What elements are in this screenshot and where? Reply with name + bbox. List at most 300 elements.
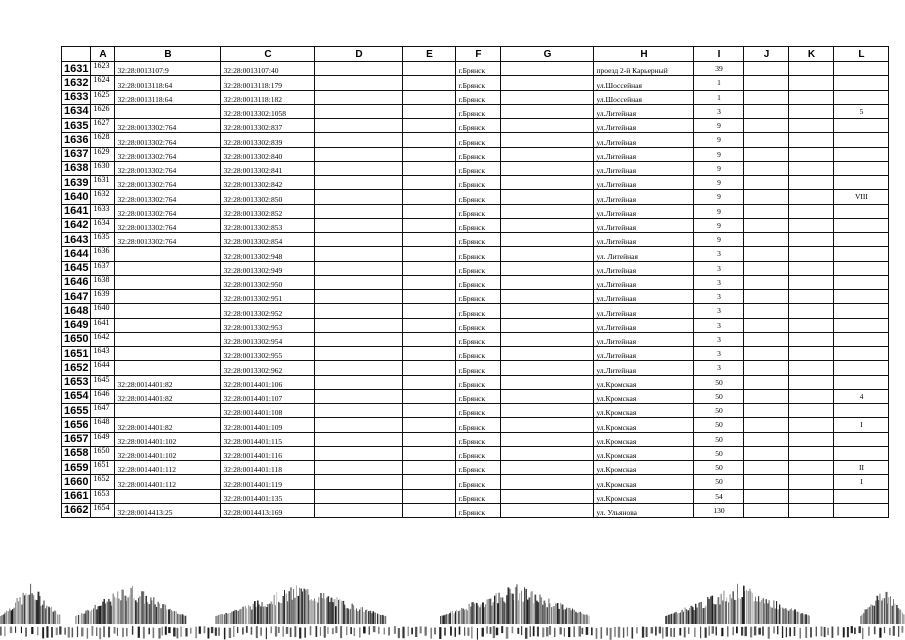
row-number[interactable]: 1633 [62,90,91,104]
cell-e[interactable] [403,247,456,261]
cell-d[interactable] [315,332,403,346]
cell-j[interactable] [744,332,789,346]
cell-a[interactable]: 1644 [91,361,115,375]
row-number[interactable]: 1642 [62,218,91,232]
cell-l[interactable] [834,76,889,90]
row-number[interactable]: 1647 [62,290,91,304]
cell-g[interactable] [501,475,594,489]
cell-f[interactable]: г.Брянск [456,218,501,232]
row-number[interactable]: 1657 [62,432,91,446]
cell-a[interactable]: 1646 [91,389,115,403]
cell-l[interactable] [834,275,889,289]
cell-h[interactable]: ул.Кромская [594,375,694,389]
cell-e[interactable] [403,133,456,147]
cell-f[interactable]: г.Брянск [456,62,501,76]
cell-i[interactable]: 9 [694,119,744,133]
cell-l[interactable] [834,133,889,147]
cell-b[interactable]: 32:28:0013302:764 [115,147,221,161]
cell-a[interactable]: 1637 [91,261,115,275]
cell-f[interactable]: г.Брянск [456,76,501,90]
cell-f[interactable]: г.Брянск [456,304,501,318]
cell-g[interactable] [501,204,594,218]
row-number[interactable]: 1645 [62,261,91,275]
cell-h[interactable]: ул.Кромская [594,418,694,432]
cell-k[interactable] [789,161,834,175]
cell-l[interactable] [834,503,889,517]
cell-a[interactable]: 1625 [91,90,115,104]
cell-h[interactable]: ул.Кромская [594,404,694,418]
cell-b[interactable]: 32:28:0014401:82 [115,389,221,403]
row-number[interactable]: 1640 [62,190,91,204]
cell-i[interactable]: 3 [694,247,744,261]
cell-d[interactable] [315,62,403,76]
cell-h[interactable]: ул.Литейная [594,190,694,204]
cell-g[interactable] [501,461,594,475]
row-number[interactable]: 1655 [62,404,91,418]
cell-g[interactable] [501,133,594,147]
row-number[interactable]: 1636 [62,133,91,147]
cell-j[interactable] [744,104,789,118]
column-header-e[interactable]: E [403,47,456,62]
cell-j[interactable] [744,161,789,175]
cell-j[interactable] [744,404,789,418]
column-header-l[interactable]: L [834,47,889,62]
row-number[interactable]: 1661 [62,489,91,503]
cell-d[interactable] [315,204,403,218]
row-number[interactable]: 1644 [62,247,91,261]
cell-e[interactable] [403,361,456,375]
cell-e[interactable] [403,489,456,503]
cell-c[interactable]: 32:28:0013302:962 [221,361,315,375]
cell-k[interactable] [789,432,834,446]
cell-f[interactable]: г.Брянск [456,404,501,418]
row-number[interactable]: 1643 [62,233,91,247]
cell-e[interactable] [403,104,456,118]
cell-e[interactable] [403,90,456,104]
row-number[interactable]: 1659 [62,461,91,475]
cell-g[interactable] [501,247,594,261]
cell-a[interactable]: 1630 [91,161,115,175]
cell-f[interactable]: г.Брянск [456,318,501,332]
cell-k[interactable] [789,62,834,76]
cell-l[interactable]: 5 [834,104,889,118]
cell-e[interactable] [403,147,456,161]
row-number[interactable]: 1658 [62,446,91,460]
cell-h[interactable]: ул.Кромская [594,475,694,489]
cell-j[interactable] [744,418,789,432]
cell-l[interactable] [834,90,889,104]
cell-c[interactable]: 32:28:0014401:107 [221,389,315,403]
cell-f[interactable]: г.Брянск [456,432,501,446]
cell-a[interactable]: 1632 [91,190,115,204]
cell-k[interactable] [789,318,834,332]
select-all-corner[interactable] [62,47,91,62]
cell-f[interactable]: г.Брянск [456,347,501,361]
cell-d[interactable] [315,389,403,403]
cell-k[interactable] [789,104,834,118]
cell-c[interactable]: 32:28:0014401:115 [221,432,315,446]
cell-i[interactable]: 3 [694,347,744,361]
column-header-i[interactable]: I [694,47,744,62]
column-header-d[interactable]: D [315,47,403,62]
cell-a[interactable]: 1627 [91,119,115,133]
cell-i[interactable]: 3 [694,261,744,275]
cell-i[interactable]: 130 [694,503,744,517]
cell-a[interactable]: 1642 [91,332,115,346]
cell-k[interactable] [789,90,834,104]
cell-i[interactable]: 54 [694,489,744,503]
cell-c[interactable]: 32:28:0014413:169 [221,503,315,517]
cell-c[interactable]: 32:28:0014401:109 [221,418,315,432]
cell-k[interactable] [789,361,834,375]
row-number[interactable]: 1632 [62,76,91,90]
cell-a[interactable]: 1631 [91,176,115,190]
cell-i[interactable]: 3 [694,275,744,289]
cell-k[interactable] [789,290,834,304]
cell-e[interactable] [403,375,456,389]
cell-k[interactable] [789,261,834,275]
cell-i[interactable]: 9 [694,204,744,218]
cell-b[interactable]: 32:28:0013302:764 [115,218,221,232]
cell-i[interactable]: 3 [694,290,744,304]
cell-b[interactable]: 32:28:0014401:112 [115,461,221,475]
cell-l[interactable] [834,218,889,232]
cell-e[interactable] [403,432,456,446]
cell-c[interactable]: 32:28:0013302:850 [221,190,315,204]
cell-h[interactable]: ул.Кромская [594,446,694,460]
cell-f[interactable]: г.Брянск [456,176,501,190]
cell-i[interactable]: 50 [694,418,744,432]
cell-d[interactable] [315,133,403,147]
row-number[interactable]: 1652 [62,361,91,375]
cell-g[interactable] [501,233,594,247]
cell-h[interactable]: ул.Литейная [594,290,694,304]
cell-c[interactable]: 32:28:0013302:954 [221,332,315,346]
cell-c[interactable]: 32:28:0014401:106 [221,375,315,389]
cell-j[interactable] [744,233,789,247]
cell-d[interactable] [315,176,403,190]
cell-h[interactable]: ул.Литейная [594,218,694,232]
cell-a[interactable]: 1635 [91,233,115,247]
cell-g[interactable] [501,332,594,346]
cell-l[interactable] [834,304,889,318]
cell-b[interactable] [115,318,221,332]
cell-b[interactable]: 32:28:0013302:764 [115,176,221,190]
cell-e[interactable] [403,261,456,275]
cell-c[interactable]: 32:28:0013302:950 [221,275,315,289]
cell-b[interactable] [115,304,221,318]
cell-i[interactable]: 9 [694,161,744,175]
cell-a[interactable]: 1641 [91,318,115,332]
cell-h[interactable]: ул.Литейная [594,119,694,133]
cell-g[interactable] [501,304,594,318]
cell-i[interactable]: 9 [694,176,744,190]
cell-d[interactable] [315,76,403,90]
cell-f[interactable]: г.Брянск [456,247,501,261]
cell-l[interactable] [834,147,889,161]
cell-j[interactable] [744,90,789,104]
cell-l[interactable] [834,261,889,275]
cell-a[interactable]: 1654 [91,503,115,517]
cell-d[interactable] [315,290,403,304]
cell-a[interactable]: 1649 [91,432,115,446]
cell-j[interactable] [744,218,789,232]
cell-b[interactable]: 32:28:0014401:82 [115,418,221,432]
cell-c[interactable]: 32:28:0013107:40 [221,62,315,76]
cell-e[interactable] [403,290,456,304]
cell-e[interactable] [403,318,456,332]
cell-b[interactable] [115,361,221,375]
cell-e[interactable] [403,190,456,204]
cell-k[interactable] [789,389,834,403]
cell-a[interactable]: 1647 [91,404,115,418]
cell-c[interactable]: 32:28:0013302:953 [221,318,315,332]
cell-e[interactable] [403,304,456,318]
cell-j[interactable] [744,475,789,489]
cell-a[interactable]: 1624 [91,76,115,90]
cell-d[interactable] [315,446,403,460]
cell-e[interactable] [403,461,456,475]
cell-j[interactable] [744,76,789,90]
cell-k[interactable] [789,190,834,204]
cell-k[interactable] [789,76,834,90]
cell-d[interactable] [315,489,403,503]
cell-l[interactable] [834,404,889,418]
cell-c[interactable]: 32:28:0013302:951 [221,290,315,304]
cell-b[interactable]: 32:28:0014401:102 [115,432,221,446]
cell-f[interactable]: г.Брянск [456,375,501,389]
cell-f[interactable]: г.Брянск [456,332,501,346]
cell-h[interactable]: ул.Литейная [594,318,694,332]
cell-h[interactable]: проезд 2-й Карьерный [594,62,694,76]
cell-k[interactable] [789,347,834,361]
cell-b[interactable]: 32:28:0014401:82 [115,375,221,389]
cell-d[interactable] [315,104,403,118]
cell-c[interactable]: 32:28:0014401:108 [221,404,315,418]
cell-g[interactable] [501,119,594,133]
cell-f[interactable]: г.Брянск [456,261,501,275]
cell-g[interactable] [501,261,594,275]
row-number[interactable]: 1639 [62,176,91,190]
cell-a[interactable]: 1623 [91,62,115,76]
cell-h[interactable]: ул.Шоссейная [594,76,694,90]
cell-k[interactable] [789,133,834,147]
row-number[interactable]: 1638 [62,161,91,175]
cell-g[interactable] [501,446,594,460]
cell-h[interactable]: ул.Литейная [594,233,694,247]
cell-d[interactable] [315,503,403,517]
cell-l[interactable] [834,290,889,304]
cell-l[interactable] [834,489,889,503]
cell-i[interactable]: 3 [694,304,744,318]
cell-i[interactable]: 50 [694,446,744,460]
row-number[interactable]: 1654 [62,389,91,403]
cell-j[interactable] [744,275,789,289]
cell-h[interactable]: ул.Литейная [594,161,694,175]
cell-d[interactable] [315,432,403,446]
cell-d[interactable] [315,347,403,361]
row-number[interactable]: 1653 [62,375,91,389]
column-header-k[interactable]: K [789,47,834,62]
row-number[interactable]: 1648 [62,304,91,318]
cell-e[interactable] [403,275,456,289]
cell-l[interactable] [834,247,889,261]
cell-h[interactable]: ул.Литейная [594,133,694,147]
cell-k[interactable] [789,475,834,489]
cell-k[interactable] [789,503,834,517]
cell-f[interactable]: г.Брянск [456,147,501,161]
cell-j[interactable] [744,361,789,375]
cell-g[interactable] [501,218,594,232]
cell-h[interactable]: ул.Кромская [594,389,694,403]
cell-l[interactable]: 4 [834,389,889,403]
cell-d[interactable] [315,461,403,475]
cell-a[interactable]: 1652 [91,475,115,489]
row-number[interactable]: 1641 [62,204,91,218]
cell-i[interactable]: 9 [694,133,744,147]
cell-f[interactable]: г.Брянск [456,418,501,432]
cell-d[interactable] [315,90,403,104]
cell-e[interactable] [403,161,456,175]
cell-d[interactable] [315,361,403,375]
cell-h[interactable]: ул.Шоссейная [594,90,694,104]
cell-b[interactable] [115,261,221,275]
cell-c[interactable]: 32:28:0014401:135 [221,489,315,503]
cell-k[interactable] [789,218,834,232]
column-header-g[interactable]: G [501,47,594,62]
cell-j[interactable] [744,176,789,190]
cell-j[interactable] [744,461,789,475]
cell-d[interactable] [315,190,403,204]
cell-e[interactable] [403,62,456,76]
cell-d[interactable] [315,375,403,389]
cell-i[interactable]: 9 [694,147,744,161]
cell-a[interactable]: 1636 [91,247,115,261]
cell-d[interactable] [315,261,403,275]
cell-j[interactable] [744,489,789,503]
cell-f[interactable]: г.Брянск [456,489,501,503]
cell-j[interactable] [744,261,789,275]
cell-k[interactable] [789,275,834,289]
cell-b[interactable]: 32:28:0013302:764 [115,233,221,247]
cell-l[interactable] [834,432,889,446]
cell-i[interactable]: 50 [694,389,744,403]
cell-d[interactable] [315,404,403,418]
cell-g[interactable] [501,503,594,517]
cell-g[interactable] [501,347,594,361]
cell-c[interactable]: 32:28:0013302:852 [221,204,315,218]
cell-l[interactable]: I [834,418,889,432]
cell-j[interactable] [744,446,789,460]
cell-e[interactable] [403,119,456,133]
cell-j[interactable] [744,347,789,361]
cell-k[interactable] [789,418,834,432]
cell-g[interactable] [501,176,594,190]
cell-f[interactable]: г.Брянск [456,361,501,375]
cell-e[interactable] [403,446,456,460]
cell-j[interactable] [744,290,789,304]
cell-f[interactable]: г.Брянск [456,119,501,133]
cell-d[interactable] [315,418,403,432]
cell-i[interactable]: 50 [694,432,744,446]
cell-e[interactable] [403,176,456,190]
cell-c[interactable]: 32:28:0013302:949 [221,261,315,275]
column-header-c[interactable]: C [221,47,315,62]
cell-g[interactable] [501,432,594,446]
cell-c[interactable]: 32:28:0013302:853 [221,218,315,232]
cell-c[interactable]: 32:28:0014401:116 [221,446,315,460]
cell-f[interactable]: г.Брянск [456,90,501,104]
cell-g[interactable] [501,361,594,375]
cell-l[interactable] [834,204,889,218]
cell-b[interactable] [115,332,221,346]
cell-f[interactable]: г.Брянск [456,233,501,247]
cell-h[interactable]: ул.Литейная [594,304,694,318]
cell-g[interactable] [501,275,594,289]
cell-l[interactable] [834,233,889,247]
cell-e[interactable] [403,233,456,247]
cell-d[interactable] [315,318,403,332]
cell-i[interactable]: 50 [694,375,744,389]
cell-k[interactable] [789,233,834,247]
cell-d[interactable] [315,119,403,133]
cell-k[interactable] [789,461,834,475]
cell-l[interactable] [834,176,889,190]
cell-i[interactable]: 9 [694,233,744,247]
cell-g[interactable] [501,389,594,403]
cell-g[interactable] [501,190,594,204]
cell-c[interactable]: 32:28:0013302:837 [221,119,315,133]
row-number[interactable]: 1631 [62,62,91,76]
cell-a[interactable]: 1651 [91,461,115,475]
row-number[interactable]: 1646 [62,275,91,289]
cell-i[interactable]: 3 [694,318,744,332]
cell-b[interactable]: 32:28:0013118:64 [115,76,221,90]
cell-i[interactable]: 3 [694,361,744,375]
cell-j[interactable] [744,304,789,318]
cell-l[interactable] [834,119,889,133]
cell-i[interactable]: 3 [694,104,744,118]
cell-a[interactable]: 1653 [91,489,115,503]
cell-g[interactable] [501,90,594,104]
cell-j[interactable] [744,318,789,332]
cell-i[interactable]: 39 [694,62,744,76]
cell-k[interactable] [789,176,834,190]
cell-b[interactable] [115,404,221,418]
row-number[interactable]: 1650 [62,332,91,346]
cell-l[interactable] [834,161,889,175]
cell-h[interactable]: ул.Литейная [594,176,694,190]
cell-c[interactable]: 32:28:0013302:839 [221,133,315,147]
cell-f[interactable]: г.Брянск [456,446,501,460]
cell-h[interactable]: ул. Ульянова [594,503,694,517]
cell-l[interactable] [834,62,889,76]
cell-e[interactable] [403,503,456,517]
column-header-h[interactable]: H [594,47,694,62]
cell-c[interactable]: 32:28:0013302:842 [221,176,315,190]
cell-j[interactable] [744,432,789,446]
cell-a[interactable]: 1643 [91,347,115,361]
cell-k[interactable] [789,332,834,346]
cell-l[interactable] [834,375,889,389]
cell-k[interactable] [789,446,834,460]
cell-h[interactable]: ул. Литейная [594,247,694,261]
cell-l[interactable] [834,446,889,460]
row-number[interactable]: 1651 [62,347,91,361]
cell-h[interactable]: ул.Кромская [594,461,694,475]
cell-a[interactable]: 1645 [91,375,115,389]
cell-j[interactable] [744,204,789,218]
